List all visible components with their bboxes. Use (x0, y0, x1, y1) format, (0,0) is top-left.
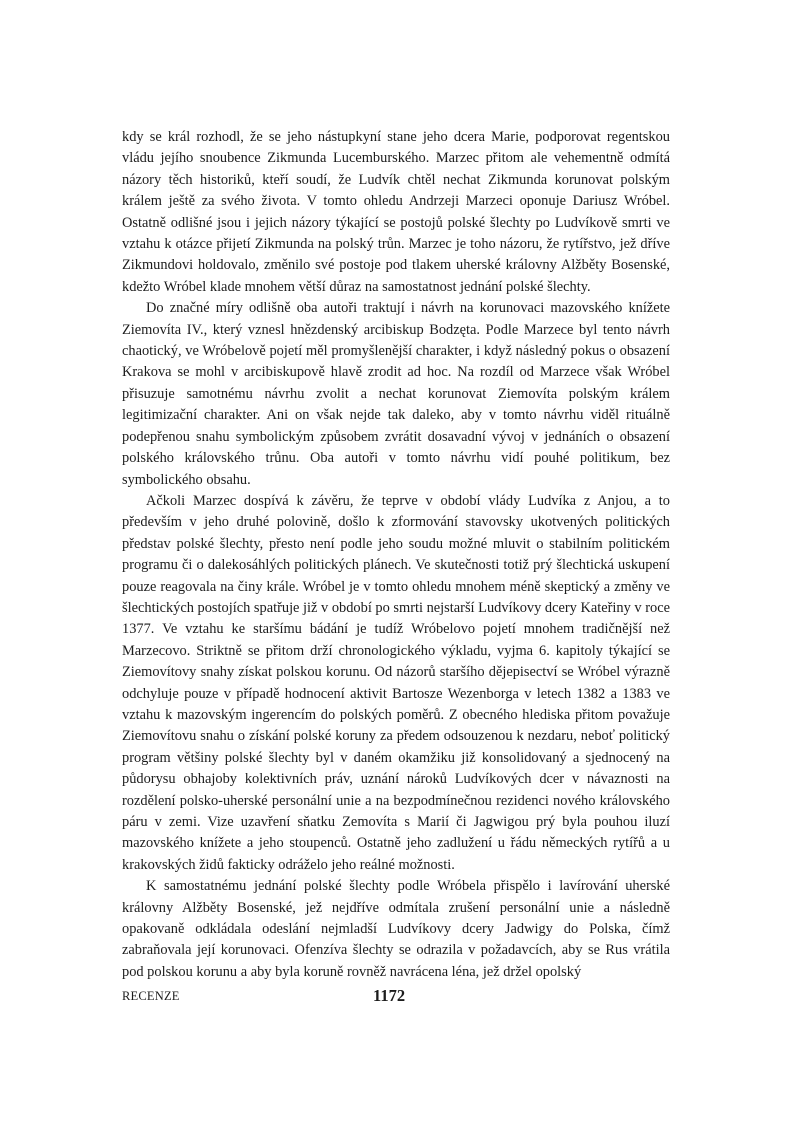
paragraph-1: kdy se král rozhodl, že se jeho nástupkyní stane jeho dcera Marie, podporovat regentskou vládu jejího snoubence Zikmunda Lucemburského. Marzec přitom ale vehementně odmítá názory těch historiků, kteří soudí, že Ludvík chtěl nechat Zikmunda korunovat polským králem ještě za svého života. V tomto ohledu Andrzeji Marzeci oponuje Dariusz Wróbel. Ostatně odlišné jsou i jejich názory týkající se postojů polské šlechty po Ludvíkově smrti ve vztahu k otázce přijetí Zikmunda na polský trůn. Marzec je toho názoru, že rytířstvo, jež dříve Zikmundovi holdovalo, změnilo své postoje pod tlakem uherské královny Alžběty Bosenské, kdežto Wróbel klade mnohem větší důraz na samostatnost jednání polské šlechty. (122, 129, 670, 295)
paragraph-4: K samostatnému jednání polské šlechty podle Wróbela přispělo i lavírování uherské královny Alžběty Bosenské, jež nejdříve odmítala zrušení personální unie a následně opakovaně odkládala odeslání nejmladší Ludvíkovy dcery Jadwigy do Polska, čímž zabraňovala její korunovaci. Ofenzíva šlechty se odrazila v požadavcích, aby se Rus vrátila pod polskou korunu a aby byla koruně rovněž navrácena léna, jež držel opolský (122, 878, 670, 980)
paragraph-3: Ačkoli Marzec dospívá k závěru, že teprve v období vlády Ludvíka z Anjou, a to především v jeho druhé polovině, došlo k zformování stavovsky ukotvených politických představ polské šlechty, přesto není podle jeho soudu možné mluvit o stabilním politickém programu či o dalekosáhlých politických plánech. Ve skutečnosti totiž prý šlechtická uskupení pouze reagovala na činy krále. Wróbel je v tomto ohledu mnohem méně skeptický a změny ve šlechtických postojích spatřuje již v období po smrti nejstarší Ludvíkovy dcery Kateřiny v roce 1377. Ve vztahu ke staršímu bádání je tudíž Wróbelovo pojetí mnohem tradičnější než Marzecovo. Striktně se přitom drží chronologického výkladu, vyjma 6. kapitoly týkající se Ziemovítovy snahy získat polskou korunu. Od názorů staršího dějepisectví se Wróbel výrazně odchyluje pouze v případě hodnocení aktivit Bartosze Wezenborga v letech 1382 a 1383 ve vztahu k mazovským ingerencím do polských poměrů. Z obecného hlediska přitom považuje Ziemovítovu snahu o získání polské koruny za předem odsouzenou k nezdaru, neboť politický program většiny polské šlechty byl v daném okamžiku již konsolidovaný a sjednocený na půdorysu obhajoby kolektivních práv, uznání nároků Ludvíkových dcer v návaznosti na rozdělení polsko-uherské personální unie a na bezpodmínečnou rezidenci nového královského páru v zemi. Vize uzavření sňatku Zemovíta s Marií či Jagwigou prý byla pouhou iluzí mazovského knížete a jeho stoupenců. Ostatně jeho zadlužení u řádu německých rytířů a u krakovských židů fakticky odráželo jeho reálné možnosti. (122, 492, 670, 873)
paragraph-2: Do značné míry odlišně oba autoři traktují i návrh na korunovaci mazovského knížete Ziemovíta IV., který vznesl hnězdenský arcibiskup Bodzęta. Podle Marzece byl tento návrh chaotický, ve Wróbelově pojetí měl promyšlenější charakter, i když následný pokus o obsazení Krakova se mohl v arcibiskupově hlavě zrodit ad hoc. Na rozdíl od Marzece však Wróbel přisuzuje samotnému návrhu zvolit a nechat korunovat Ziemovíta polským králem legitimizační charakter. Ani on však nejde tak daleko, aby v tomto návrhu viděl rituálně podepřenou snahu symbolickým způsobem zvrátit dosavadní vývoj v jednáních o obsazení polského královského trůnu. Oba autoři v tomto návrhu vidí pouhé politikum, bez symbolického obsahu. (122, 300, 670, 488)
section-label: RECENZE (122, 989, 180, 1003)
page-number: 1172 (373, 986, 406, 1005)
body-text (122, 127, 670, 983)
page-footer (122, 985, 670, 1009)
